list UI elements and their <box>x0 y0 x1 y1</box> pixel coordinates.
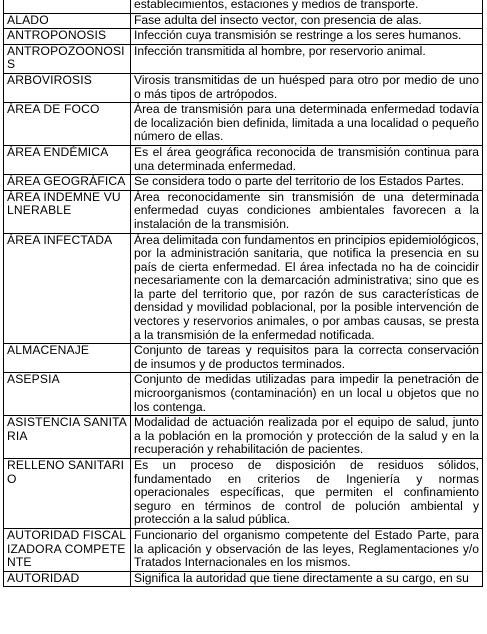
glossary-term: ALMACENAJE <box>4 344 131 373</box>
table-row <box>4 44 483 73</box>
glossary-definition: Área delimitada con fundamentos en principios epidemiológicos, por la administración sanitaria, que notifica la presencia en su país de cierta enfermedad. El área infectada no ha de coincidir necesariamente con la demarcación administrativa; sino que es la parte del territorio que, por razón de sus características de densidad y movilidad poblacional, por la posible intervención de vectores y reservorios animales, o por ambas causas, se presta a la transmisión de la enfermedad notificada. <box>131 233 483 344</box>
glossary-term <box>4 0 131 13</box>
glossary-term: ÁREA DE FOCO <box>4 103 131 146</box>
glossary-definition: Significa la autoridad que tiene directamente a su cargo, en su <box>131 571 483 587</box>
glossary-definition: Modalidad de actuación realizada por el equipo de salud, junto a la población en la promoción y protección de la salud y en la recuperación y rehabilitación de pacientes. <box>131 416 483 459</box>
glossary-term: RELLENO SANITARIO <box>4 459 131 529</box>
glossary-definition: Conjunto de medidas utilizadas para impedir la penetración de microorganismos (contaminación) en un local u objetos que no los contenga. <box>131 373 483 416</box>
table-row <box>4 233 483 344</box>
glossary-definition: Se considera todo o parte del territorio de los Estados Partes. <box>131 175 483 191</box>
glossary-term: ÁREA INFECTADA <box>4 233 131 344</box>
glossary-definition: Infección cuya transmisión se restringe a los seres humanos. <box>131 29 483 45</box>
table-row <box>4 175 483 191</box>
glossary-definition: Infección transmitida al hombre, por reservorio animal. <box>131 44 483 73</box>
table-row <box>4 145 483 174</box>
table-row <box>4 344 483 373</box>
glossary-term: AUTORIDAD FISCALIZADORA COMPETENTE <box>4 528 131 571</box>
glossary-term: ANTROPOZOONOSIS <box>4 44 131 73</box>
table-row <box>4 29 483 45</box>
glossary-term: ASISTENCIA SANITARIA <box>4 416 131 459</box>
glossary-definition: Área de transmisión para una determinada enfermedad todavía de localización bien definida, limitada a una localidad o pequeño número de ellas. <box>131 103 483 146</box>
glossary-term: ARBOVIROSIS <box>4 73 131 102</box>
table-row <box>4 103 483 146</box>
table-row <box>4 571 483 587</box>
table-row <box>4 13 483 29</box>
glossary-term: ÁREA ENDÉMICA <box>4 145 131 174</box>
glossary-definition: Funcionario del organismo competente del Estado Parte, para la aplicación y observación de las leyes, Reglamentaciones y/o Tratados Internacionales en los mismos. <box>131 528 483 571</box>
glossary-definition: Virosis transmitidas de un huésped para otro por medio de uno o más tipos de artrópodos. <box>131 73 483 102</box>
glossary-term: ALADO <box>4 13 131 29</box>
table-row <box>4 459 483 529</box>
glossary-term: AUTORIDAD <box>4 571 131 587</box>
glossary-definition: Fase adulta del insecto vector, con presencia de alas. <box>131 13 483 29</box>
glossary-definition: Es un proceso de disposición de residuos sólidos, fundamentado en criterios de Ingeniería y normas operacionales específicas, que permiten el confinamiento seguro en términos de control de polución ambiental y protección a la salud pública. <box>131 459 483 529</box>
table-row <box>4 528 483 571</box>
glossary-term: ÁREA INDEMNE VULNERABLE <box>4 190 131 233</box>
glossary-definition: Área reconocidamente sin transmisión de una determinada enfermedad cuyas condiciones ambientales favorecen a la instalación de la transmisión. <box>131 190 483 233</box>
table-row <box>4 0 483 13</box>
glossary-page <box>3 0 483 587</box>
glossary-table-body <box>4 0 483 587</box>
table-row <box>4 373 483 416</box>
glossary-term: ÁREA GEOGRÁFICA <box>4 175 131 191</box>
table-row <box>4 416 483 459</box>
glossary-definition: Es el área geográfica reconocida de transmisión continua para una determinada enfermedad. <box>131 145 483 174</box>
glossary-term: ANTROPONOSIS <box>4 29 131 45</box>
table-row <box>4 190 483 233</box>
table-row <box>4 73 483 102</box>
glossary-definition: Conjunto de tareas y requisitos para la correcta conservación de insumos y de productos terminados. <box>131 344 483 373</box>
glossary-definition: establecimientos, estaciones y medios de transporte. <box>131 0 483 13</box>
glossary-table <box>3 0 483 587</box>
glossary-term: ASEPSIA <box>4 373 131 416</box>
